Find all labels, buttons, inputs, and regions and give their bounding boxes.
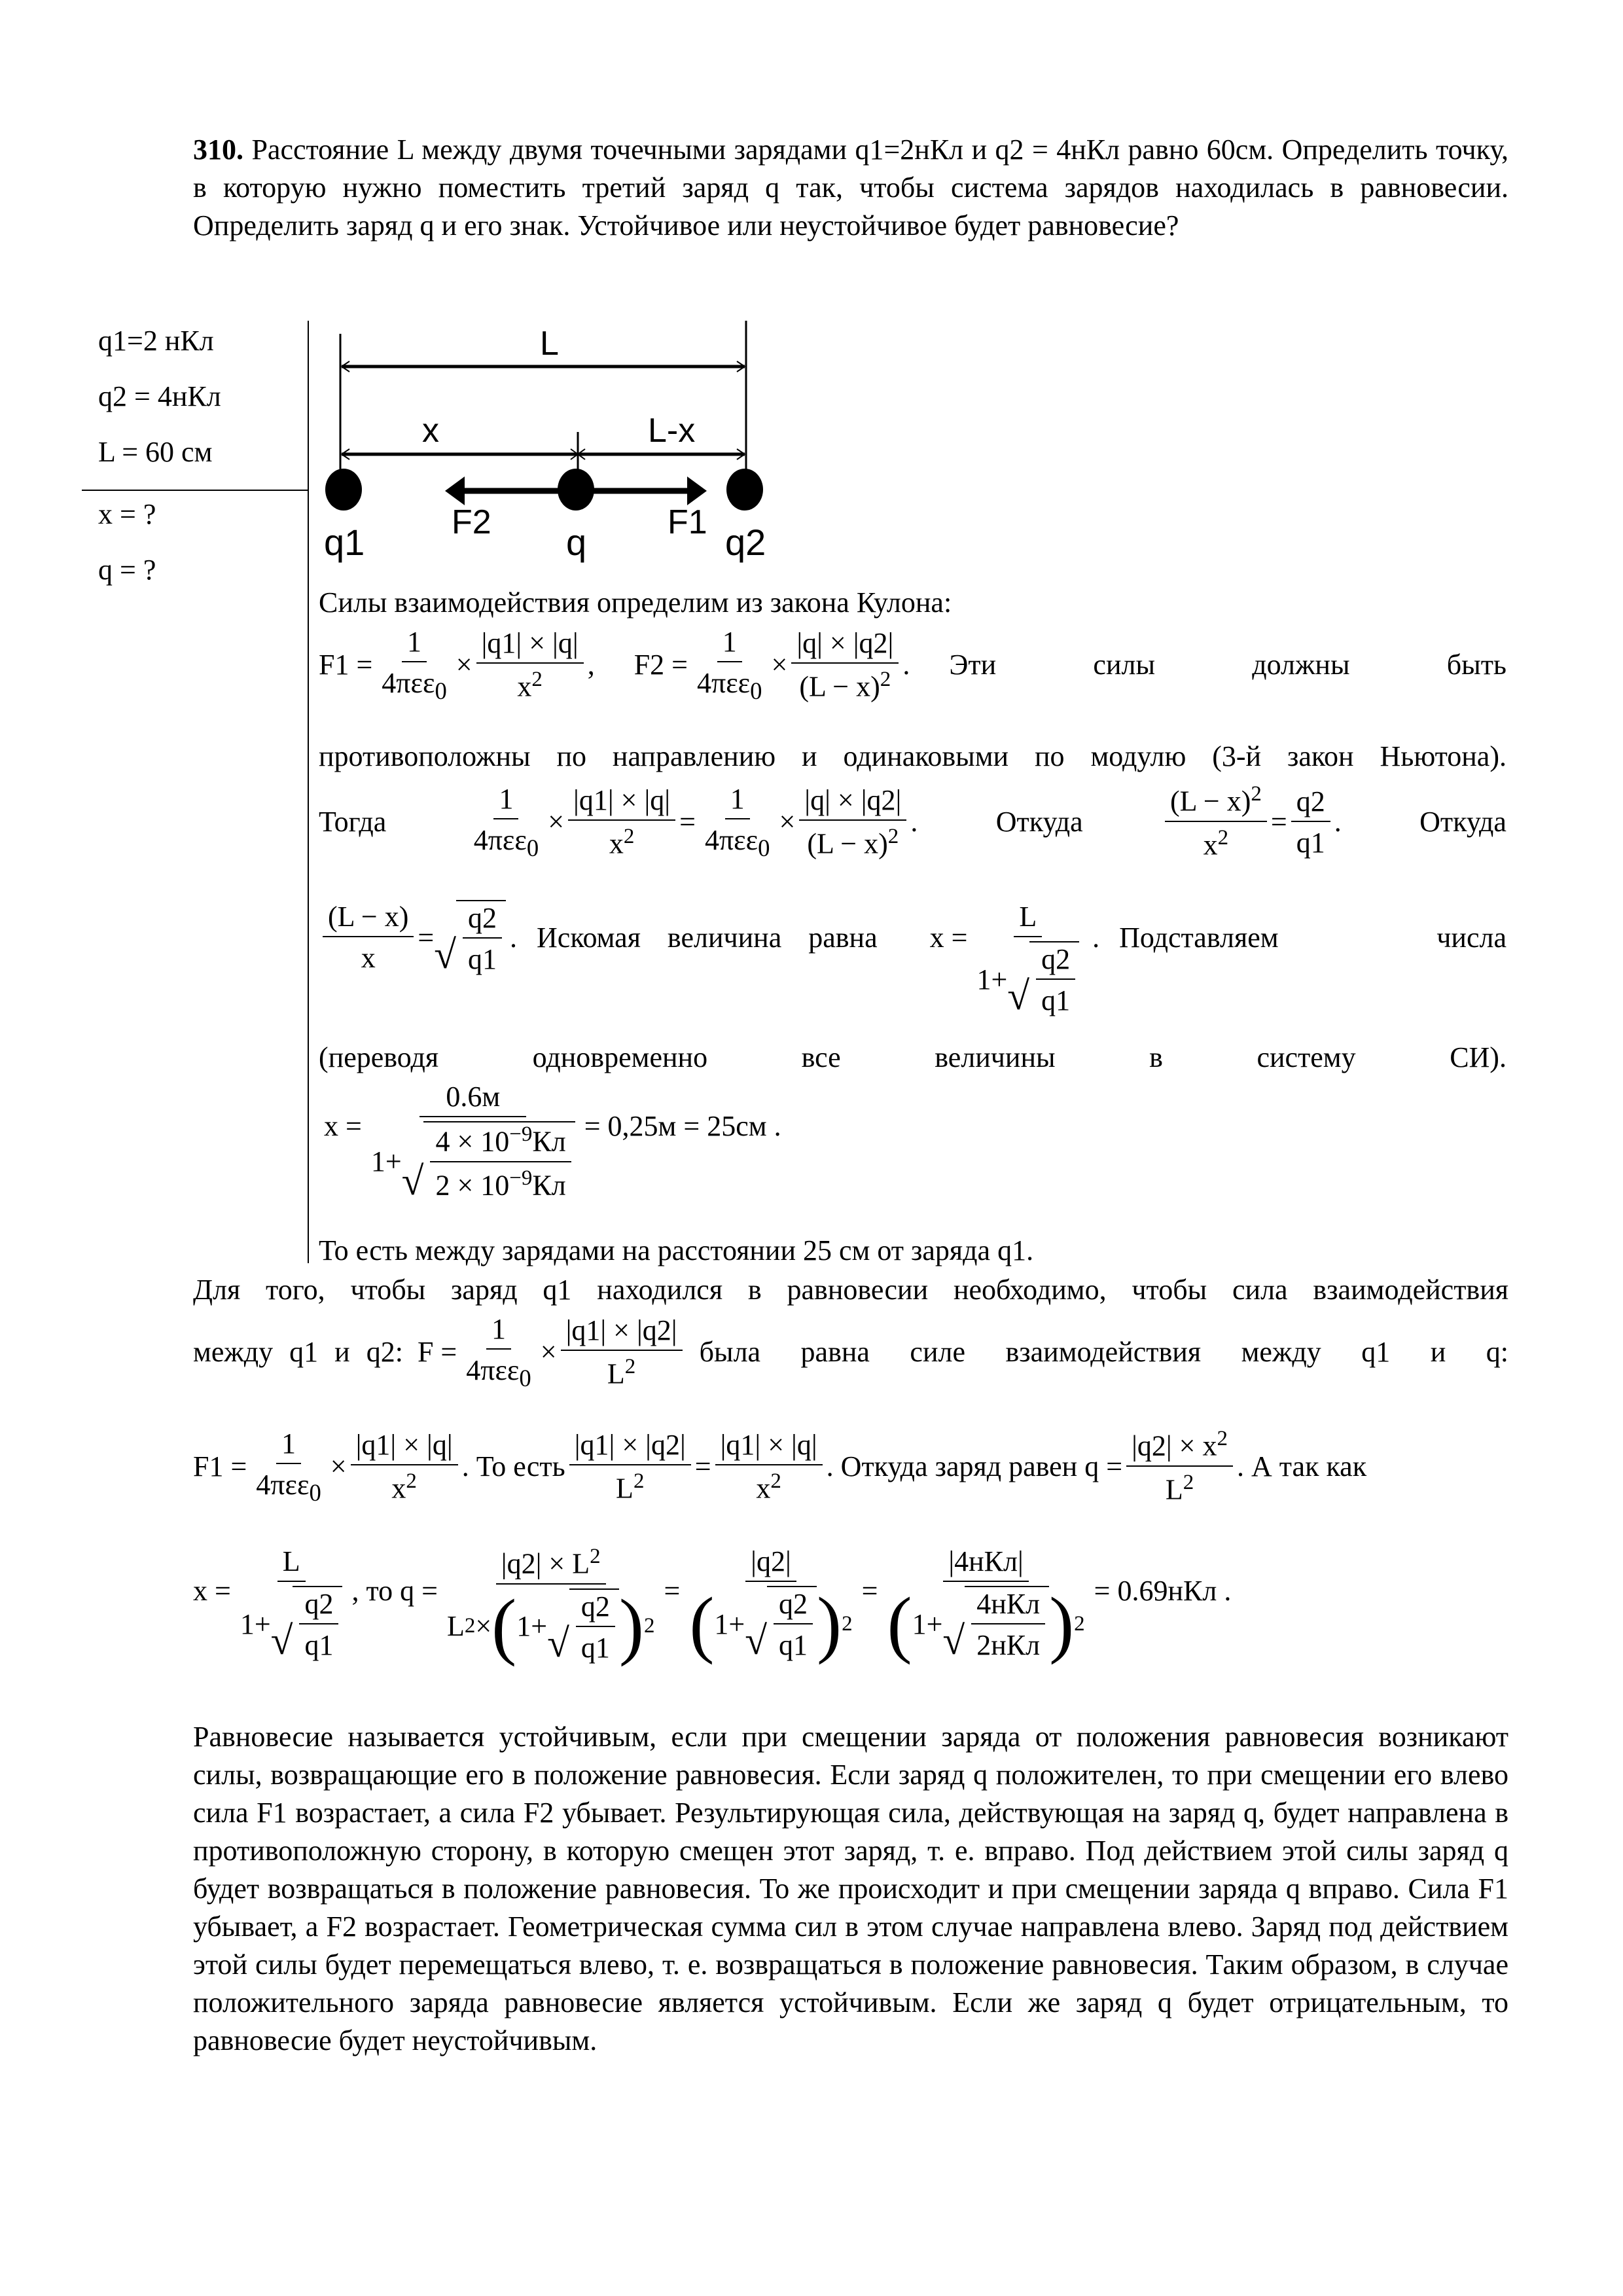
problem-number: 310. [193, 134, 243, 166]
part2-final-row: x = L 1+ √ $\frac{q2}{q1}$ , то q = $|q2| \times L^2$ L 2 × ( 1+ √ $\frac{q2}{q1}$ ) 2 = |q2| ( 1+ √ $\frac{q2}{q1}$ ) 2 = |4нКл| ( 1+ √ $\frac{\text{4нКл}}{\text{2нКл}}$ ) 2 = 0.69нКл . [193, 1545, 1232, 1668]
f2-lhs: F2 = [633, 649, 688, 681]
otkuda-label-1: Откуда [995, 806, 1083, 838]
f1-fraction: $\frac{|q1| \times |q|}{x^2}$ [476, 626, 584, 704]
forces-must-be: Эти силы должны быть [949, 649, 1507, 681]
conclusion-x: То есть между зарядами на расстоянии 25 см от заряда q1. [319, 1234, 1034, 1266]
si-line: (переводя одновременно все величины в систему СИ). [319, 1041, 1507, 1073]
f1-lhs: F1 = [319, 649, 373, 681]
given-divider-vertical [308, 321, 309, 1263]
given-L: L = 60 см [98, 436, 213, 468]
force-F1-arrowhead [687, 476, 707, 505]
sqrt-row: $\frac{(L - x)}{x}$ = √ $\frac{q2}{q1}$ . Искомая величина равна x = L 1+ √ $\frac{q2}{q1}$ . Подставляем числа [319, 900, 1507, 1017]
final-q-result: = 0.69нКл . [1094, 1575, 1232, 1607]
charge-q1-dot [325, 469, 362, 511]
unknown-q: q = ? [98, 554, 156, 586]
label-F1: F1 [668, 503, 707, 541]
coef-fraction: $\frac{1}{4\pi\varepsilon\varepsilon_0}$ [382, 626, 447, 704]
given-q1: q1=2 нКл [98, 325, 214, 357]
otkuda-label-2: Откуда [1419, 806, 1507, 838]
coulomb-formulas: F1 = $\frac{1}{4\pi\varepsilon\varepsilon_0}$ × $\frac{|q1| \times |q|}{x^2}$ , F2 = $\frac{1}{4\pi\varepsilon\varepsilon_0}$ × $\frac{|q| \times |q2|}{(L - x)^2}$ . Эти силы должны быть [319, 626, 1507, 704]
label-q1: q1 [324, 522, 365, 563]
label-q: q [566, 522, 587, 563]
label-q2: q2 [725, 522, 766, 563]
label-L: L [540, 325, 559, 363]
problem-statement [193, 131, 1508, 245]
x-result: = 0,25м = 25см . [584, 1110, 781, 1142]
part2-q-row: F1 = $\frac{1}{4\pi\varepsilon\varepsilon_0}$ × $\frac{|q1| \times |q|}{x^2}$ . То есть $\frac{|q1| \times |q2|}{L^2}$ = $\frac{|q1| \times |q|}{x^2}$ . Откуда заряд равен q = $\frac{|q2| \times x^2}{L^2}$ . А так как [193, 1427, 1367, 1506]
label-L-minus-x: L-x [648, 412, 696, 450]
solution-intro: Силы взаимодействия определим из закона Кулона: [319, 586, 952, 619]
given-q2: q2 = 4нКл [98, 380, 221, 412]
charges-diagram [314, 314, 812, 576]
label-F2: F2 [452, 503, 491, 541]
newton-line: противоположны по направлению и одинаковыми по модулю (3-й закон Ньютона). [319, 740, 1507, 772]
unknown-x: x = ? [98, 498, 156, 530]
stability-paragraph: Равновесие называется устойчивым, если при смещении заряда от положения равновесия возникают силы, возвращающие его в положение равновесия. Если заряд q положителен, то при смещении его влево сила F1 возрастает, а сила F2 убывает. Результирующая сила, действующая на заряд q, будет направлена в противоположную сторону, в которую смещен этот заряд, т. е. вправо. Под действием этой силы заряд q будет возвращаться в положение равновесия. То же происходит и при смещении заряда q вправо. Сила F1 убывает, а F2 возрастает. Геометрическая сумма сил в этом случае направлена влево. Заряд под действием этой силы будет перемещаться влево, т. е. возвращаться в положение равновесия. Таким образом, в случае положительного заряда равновесие является устойчивым. Если же заряд q будет отрицательным, то равновесие будет неустойчивым. [193, 1721, 1508, 2056]
part2-F-row: между q1 и q2: F = $\frac{1}{4\pi\varepsilon\varepsilon_0}$ × $\frac{|q1| \times |q2|}{L^2}$ была равна силе взаимодействия между q1 и q: [193, 1313, 1508, 1391]
iskomaya-label: Искомая величина равна [537, 922, 878, 954]
given-divider-horizontal [82, 490, 309, 491]
podstavlyaem-label: Подставляем числа [1119, 922, 1507, 954]
ratio-eq: $\frac{(L - x)^2}{x^2}$ = $\frac{q2}{q1}$ . [1161, 782, 1342, 861]
equality-row: Тогда $\frac{1}{4\pi\varepsilon\varepsilon_0}$ × $\frac{|q1| \times |q|}{x^2}$ = $\frac{1}{4\pi\varepsilon\varepsilon_0}$ × $\frac{|q| \times |q2|}{(L - x)^2}$ . Откуда $\frac{(L - x)^2}{x^2}$ = $\frac{q2}{q1}$ . Откуда [319, 782, 1507, 861]
f2-fraction: $\frac{|q| \times |q2|}{(L - x)^2}$ [791, 626, 899, 704]
numeric-x: x = 0.6м 1+ √ $\frac{4 \times 10^{-9}Кл}{2 \times 10^{-9}Кл}$ = 0,25м = 25см . [324, 1081, 781, 1204]
coef-fraction-2: $\frac{1}{4\pi\varepsilon\varepsilon_0}$ [696, 626, 762, 704]
force-F2-arrowhead [445, 476, 465, 505]
togda-label: Тогда [319, 806, 387, 838]
part2-line1: Для того, чтобы заряд q1 находился в равновесии необходимо, чтобы сила взаимодействия [193, 1274, 1508, 1306]
problem-text: Расстояние L между двумя точечными зарядами q1=2нКл и q2 = 4нКл равно 60см. Определить точку, в которую нужно поместить третий заряд q так, чтобы система зарядов находилась в равновесии. Определить заряд q и его знак. Устойчивое или неустойчивое будет равновесие? [193, 134, 1509, 242]
charge-q2-dot [726, 469, 763, 511]
label-x: x [422, 412, 439, 450]
